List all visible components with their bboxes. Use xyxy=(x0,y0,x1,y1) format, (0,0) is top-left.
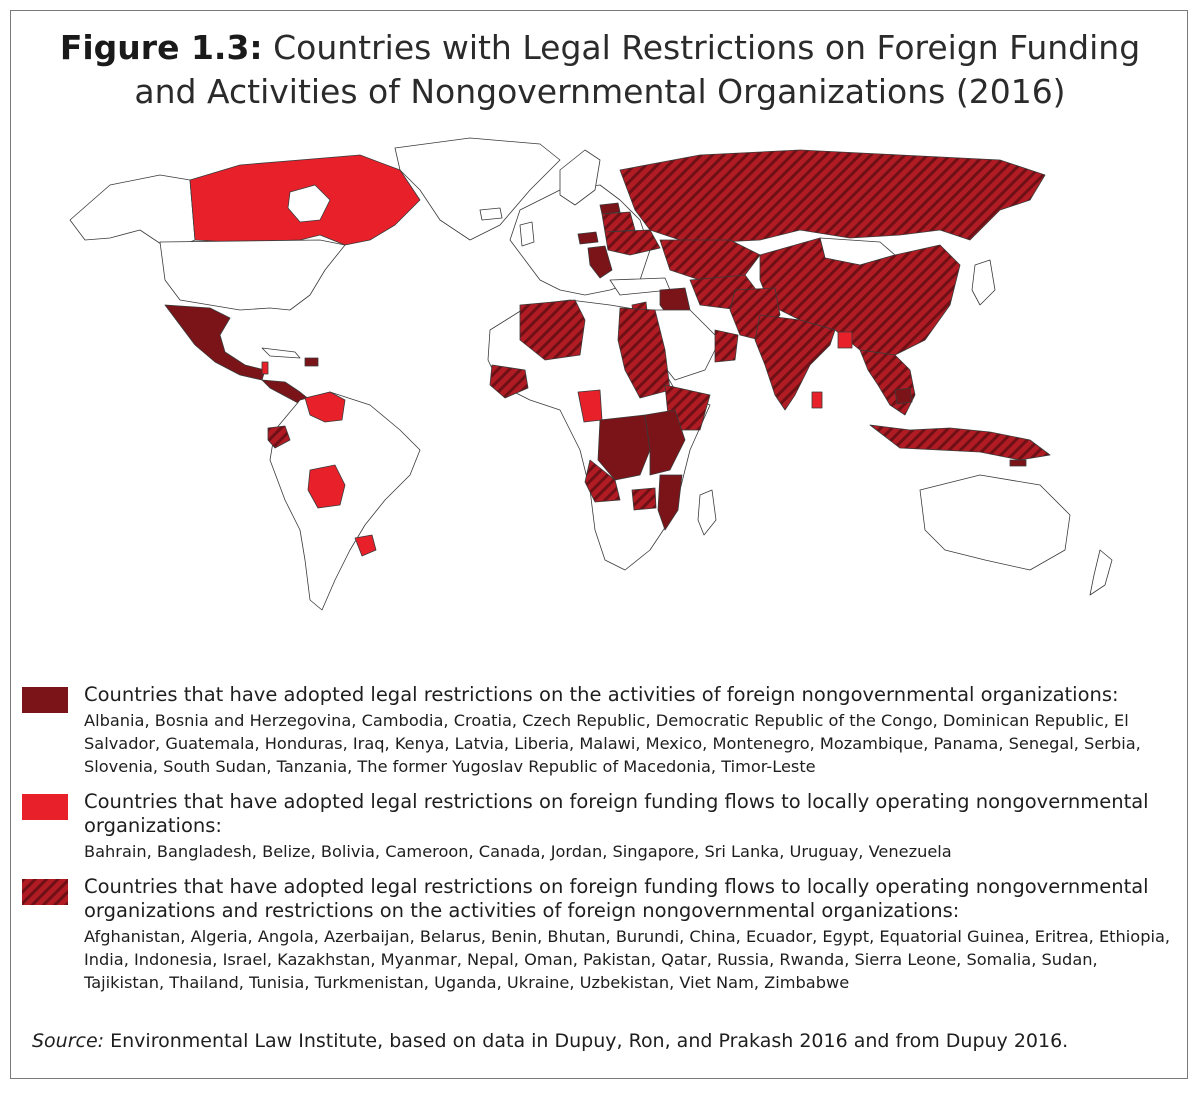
country-dominican-republic xyxy=(305,358,318,366)
country-india xyxy=(755,315,835,410)
legend-swatch-both xyxy=(22,879,68,905)
legend-countries-both: Afghanistan, Algeria, Angola, Azerbaijan, Belarus, Benin, Bhutan, Burundi, China, Ecuador, Egypt, Equatorial Guinea, Eritrea, Ethiopia, India, Indonesia, Israel, Kazakhstan, Myanmar, Nepal, Oman, Pakistan, Qatar, Russia, Rwanda, Sierra Leone, Somalia, Sudan, Tajikistan, Thailand, Tunisia, Turkmenistan, Uganda, Ukraine, Uzbekistan, Viet Nam, Zimbabwe xyxy=(84,927,1171,992)
legend-countries-funding: Bahrain, Bangladesh, Belize, Bolivia, Cameroon, Canada, Jordan, Singapore, Sri Lanka, Uruguay, Venezuela xyxy=(84,842,952,861)
legend-swatch-activities xyxy=(22,687,68,713)
legend-heading-both: Countries that have adopted legal restrictions on foreign funding flows to locally operating nongovernmental organizations and restrictions on the activities of foreign nongovernmental organizations: xyxy=(84,875,1149,922)
south-america xyxy=(270,392,420,610)
iceland xyxy=(480,208,502,220)
madagascar xyxy=(698,490,716,535)
uk xyxy=(520,222,534,246)
source-note xyxy=(32,1030,1068,1052)
new-zealand xyxy=(1090,550,1112,595)
source-label: Source: xyxy=(32,1030,105,1052)
country-russia xyxy=(620,150,1045,242)
legend-heading-activities: Countries that have adopted legal restrictions on the activities of foreign nongovernmental organizations: xyxy=(84,683,1119,706)
country-oman xyxy=(715,330,738,362)
figure-number: Figure 1.3: xyxy=(59,28,263,67)
country-timor-leste xyxy=(1010,460,1026,466)
legend-item-funding xyxy=(22,790,1182,863)
australia xyxy=(920,475,1070,570)
country-czech-republic xyxy=(578,232,598,244)
country-cuba xyxy=(262,348,300,358)
legend-swatch-funding xyxy=(22,794,68,820)
country-belize xyxy=(262,362,268,374)
map-legend xyxy=(22,683,1182,1006)
alaska xyxy=(70,175,195,250)
figure-title xyxy=(30,26,1170,114)
legend-item-both xyxy=(22,875,1182,994)
country-belarus xyxy=(602,212,635,232)
country-cambodia xyxy=(895,388,912,404)
legend-heading-funding: Countries that have adopted legal restrictions on foreign funding flows to locally operating nongovernmental organizations: xyxy=(84,790,1149,837)
country-mexico xyxy=(165,305,265,380)
country-kazakhstan xyxy=(660,240,760,280)
world-map xyxy=(0,130,1200,660)
country-southeast-asia xyxy=(860,350,915,415)
country-bangladesh xyxy=(838,332,852,348)
legend-item-activities xyxy=(22,683,1182,778)
figure-title-text: Countries with Legal Restrictions on Foreign Funding and Activities of Nongovernmental Organizations (2016) xyxy=(134,28,1141,111)
country-zimbabwe xyxy=(632,488,656,510)
country-uruguay xyxy=(355,535,376,556)
legend-countries-activities: Albania, Bosnia and Herzegovina, Cambodia, Croatia, Czech Republic, Democratic Republic of the Congo, Dominican Republic, El Salvador, Guatemala, Honduras, Iraq, Kenya, Latvia, Liberia, Malawi, Mexico, Montenegro, Mozambique, Panama, Senegal, Serbia, Slovenia, South Sudan, Tanzania, The former Yugoslav Republic of Macedonia, Timor-Leste xyxy=(84,711,1141,776)
source-text: Environmental Law Institute, based on data in Dupuy, Ron, and Prakash 2016 and from Dupuy 2016. xyxy=(110,1030,1069,1052)
country-japan xyxy=(972,260,995,305)
country-latvia xyxy=(600,203,620,214)
country-usa xyxy=(160,240,345,310)
country-sri-lanka xyxy=(812,392,822,408)
country-ukraine xyxy=(605,230,660,255)
country-indonesia xyxy=(870,425,1050,460)
